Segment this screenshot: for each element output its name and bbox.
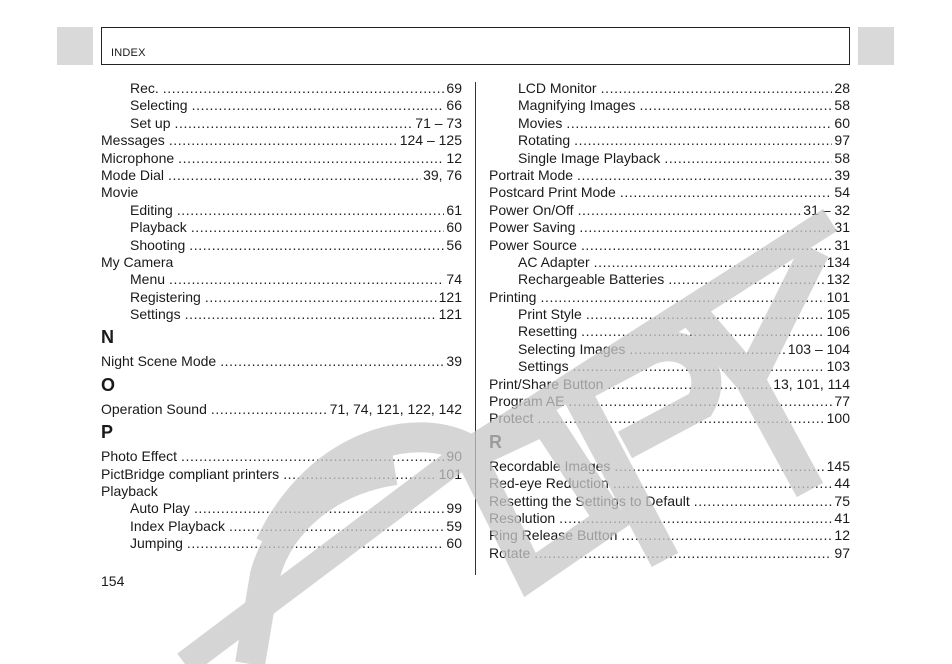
index-entry [101, 401, 462, 418]
index-entry [101, 167, 462, 184]
index-subentry [489, 271, 850, 288]
index-heading: Movie [101, 184, 139, 201]
index-page-ref: 103 – 104 [787, 340, 850, 357]
index-page-ref: 31 – 32 [803, 201, 850, 218]
index-term: Night Scene Mode [101, 353, 217, 370]
index-page-ref: 69 [446, 80, 462, 96]
index-term: Microphone [101, 149, 175, 166]
index-term: LCD Monitor [518, 80, 597, 96]
column-divider [475, 82, 476, 575]
dot-leader [194, 500, 444, 517]
index-term: Resolution [489, 509, 556, 526]
index-subentry [101, 237, 462, 254]
dot-leader [668, 271, 824, 288]
index-entry [101, 132, 462, 149]
dot-leader [614, 458, 824, 475]
index-term: Settings [130, 306, 181, 323]
index-page-ref: 121 [438, 306, 462, 323]
index-entry [101, 353, 462, 370]
index-page-ref: 105 [826, 306, 850, 323]
dot-leader [185, 306, 437, 323]
index-page-ref: 132 [826, 271, 850, 288]
index-page-ref: 60 [446, 535, 462, 552]
index-page-ref: 97 [834, 544, 850, 561]
index-subentry [101, 80, 462, 97]
dot-leader [211, 401, 328, 418]
dot-leader [534, 545, 832, 562]
index-page-ref: 99 [446, 500, 462, 517]
index-term: Printing [489, 288, 537, 305]
index-page-ref: 100 [826, 410, 850, 427]
index-page-ref: 101 [438, 465, 462, 482]
dot-leader [574, 132, 832, 149]
index-term: Selecting [130, 97, 188, 114]
dot-leader [629, 341, 785, 358]
index-subentry [101, 97, 462, 114]
dot-leader [566, 115, 832, 132]
index-term: Print Style [518, 306, 582, 323]
index-entry [489, 475, 850, 492]
index-term: AC Adapter [518, 253, 590, 270]
index-term: Resetting [518, 323, 578, 340]
index-page-ref: 31 [834, 236, 850, 253]
index-page-ref: 60 [446, 219, 462, 236]
dot-leader [187, 535, 445, 552]
index-subentry [489, 358, 850, 375]
index-page-ref: 13, 101, 114 [773, 375, 850, 392]
dot-leader [174, 115, 413, 132]
page-header [101, 27, 850, 65]
index-page-ref: 39, 76 [423, 166, 462, 183]
index-subentry [101, 518, 462, 535]
index-subentry [489, 306, 850, 323]
index-page-ref: 71, 74, 121, 122, 142 [329, 400, 462, 417]
index-page-ref: 124 – 125 [399, 132, 462, 149]
index-page-ref: 60 [834, 114, 850, 131]
index-term: Power Saving [489, 219, 576, 236]
index-term: Rotating [518, 132, 571, 149]
index-term: Registering [130, 288, 201, 305]
index-subentry [101, 219, 462, 236]
index-term: PictBridge compliant printers [101, 465, 280, 482]
index-section-letter: P [101, 422, 114, 443]
index-entry [489, 493, 850, 510]
index-subentry [489, 150, 850, 167]
index-column-right [489, 80, 850, 562]
index-entry [101, 466, 462, 483]
index-term: Movies [518, 114, 563, 131]
index-subentry [489, 115, 850, 132]
index-term: Jumping [130, 535, 183, 552]
index-entry [101, 448, 462, 465]
index-page-ref: 41 [834, 509, 850, 526]
dot-leader [579, 219, 832, 236]
index-entry [489, 237, 850, 254]
index-page-ref: 97 [834, 132, 850, 149]
index-page-ref: 56 [446, 236, 462, 253]
index-page-ref: 39 [834, 166, 850, 183]
dot-leader [621, 527, 832, 544]
index-page-ref: 58 [834, 97, 850, 114]
dot-leader [568, 393, 832, 410]
index-term: Postcard Print Mode [489, 184, 616, 201]
index-term: Program AE [489, 393, 565, 410]
index-term: Protect [489, 410, 534, 427]
index-section-letter: N [101, 327, 114, 348]
index-subentry [489, 323, 850, 340]
index-term: Settings [518, 358, 569, 375]
index-entry [489, 410, 850, 427]
dot-leader [586, 306, 825, 323]
index-heading: My Camera [101, 253, 174, 270]
index-subentry [489, 97, 850, 114]
index-entry [101, 150, 462, 167]
index-column-left [101, 80, 462, 553]
index-subentry [489, 254, 850, 271]
index-section-letter: O [101, 374, 116, 395]
index-entry [489, 219, 850, 236]
dot-leader [205, 289, 437, 306]
dot-leader [694, 493, 833, 510]
index-entry [489, 458, 850, 475]
index-page-ref: 12 [446, 149, 462, 166]
index-page-ref: 101 [826, 288, 850, 305]
index-term: Shooting [130, 236, 186, 253]
index-entry [489, 510, 850, 527]
index-term: Menu [130, 271, 166, 288]
dot-leader [573, 358, 825, 375]
dot-leader [181, 448, 444, 465]
dot-leader [613, 475, 833, 492]
index-subentry [101, 202, 462, 219]
index-page-ref: 134 [826, 253, 850, 270]
index-page-ref: 59 [446, 517, 462, 534]
index-term: Resetting the Settings to Default [489, 492, 690, 509]
dot-leader [192, 97, 445, 114]
index-page-ref: 121 [438, 288, 462, 305]
index-term: Mode Dial [101, 166, 165, 183]
index-subentry [101, 271, 462, 288]
dot-leader [229, 518, 444, 535]
index-page-ref: 61 [446, 201, 462, 218]
index-heading: Playback [101, 483, 158, 500]
index-term: Magnifying Images [518, 97, 636, 114]
index-subentry [101, 500, 462, 517]
index-page-ref: 66 [446, 97, 462, 114]
index-term: Power Source [489, 236, 577, 253]
index-page-ref: 71 – 73 [415, 114, 462, 131]
dot-leader [177, 202, 445, 219]
index-page-ref: 75 [834, 492, 850, 509]
index-page-ref: 103 [826, 358, 850, 375]
index-term: Rotate [489, 544, 531, 561]
index-term: Index Playback [130, 517, 225, 534]
index-subentry [101, 115, 462, 132]
dot-leader [559, 510, 832, 527]
header-title: INDEX [111, 47, 146, 59]
index-subentry [101, 306, 462, 323]
index-term: Editing [130, 201, 173, 218]
dot-leader [581, 323, 824, 340]
index-page-ref: 44 [834, 475, 850, 492]
index-entry [489, 167, 850, 184]
index-page-ref: 39 [446, 353, 462, 370]
index-term: Playback [130, 219, 187, 236]
dot-leader [620, 184, 833, 201]
index-page-ref: 54 [834, 184, 850, 201]
dot-leader [169, 271, 444, 288]
index-page-ref: 58 [834, 149, 850, 166]
dot-leader [540, 289, 824, 306]
dot-leader [640, 97, 833, 114]
right-edge-tab [858, 27, 894, 65]
index-subentry [489, 341, 850, 358]
index-entry [489, 545, 850, 562]
index-term: Operation Sound [101, 400, 207, 417]
index-page-ref: 77 [834, 393, 850, 410]
index-term: Red-eye Reduction [489, 475, 609, 492]
dot-leader [178, 150, 444, 167]
index-term: Portrait Mode [489, 166, 574, 183]
index-entry [489, 289, 850, 306]
index-term: Selecting Images [518, 340, 626, 357]
index-term: Rechargeable Batteries [518, 271, 665, 288]
index-entry [489, 376, 850, 393]
dot-leader [607, 376, 771, 393]
left-edge-tab [57, 27, 93, 65]
index-term: Set up [130, 114, 171, 131]
dot-leader [283, 466, 436, 483]
dot-leader [581, 237, 832, 254]
index-subentry [489, 80, 850, 97]
index-subentry [101, 289, 462, 306]
index-page-ref: 145 [826, 457, 850, 474]
index-term: Auto Play [130, 500, 190, 517]
index-term: Power On/Off [489, 201, 574, 218]
index-term: Messages [101, 132, 165, 149]
index-term: Recordable Images [489, 457, 611, 474]
dot-leader [577, 167, 832, 184]
dot-leader [163, 80, 445, 97]
index-page-ref: 74 [446, 271, 462, 288]
dot-leader [191, 219, 445, 236]
page-number: 154 [101, 573, 125, 589]
dot-leader [169, 132, 398, 149]
dot-leader [578, 202, 802, 219]
index-term: Print/Share Button [489, 375, 604, 392]
index-page-ref: 31 [834, 219, 850, 236]
index-subentry [489, 132, 850, 149]
index-entry [489, 202, 850, 219]
index-entry [489, 184, 850, 201]
dot-leader [220, 353, 444, 370]
index-entry [489, 527, 850, 544]
dot-leader [601, 80, 833, 97]
index-page-ref: 12 [834, 527, 850, 544]
index-section-letter: R [489, 431, 502, 452]
dot-leader [664, 150, 832, 167]
index-entry [489, 393, 850, 410]
dot-leader [168, 167, 421, 184]
index-subentry [101, 535, 462, 552]
index-term: Photo Effect [101, 448, 178, 465]
dot-leader [189, 237, 444, 254]
index-page-ref: 90 [446, 448, 462, 465]
index-term: Ring Release Button [489, 527, 618, 544]
dot-leader [594, 254, 825, 271]
index-page-ref: 106 [826, 323, 850, 340]
index-term: Rec. [130, 80, 159, 96]
index-term: Single Image Playback [518, 149, 661, 166]
dot-leader [537, 410, 824, 427]
index-page-ref: 28 [834, 80, 850, 96]
